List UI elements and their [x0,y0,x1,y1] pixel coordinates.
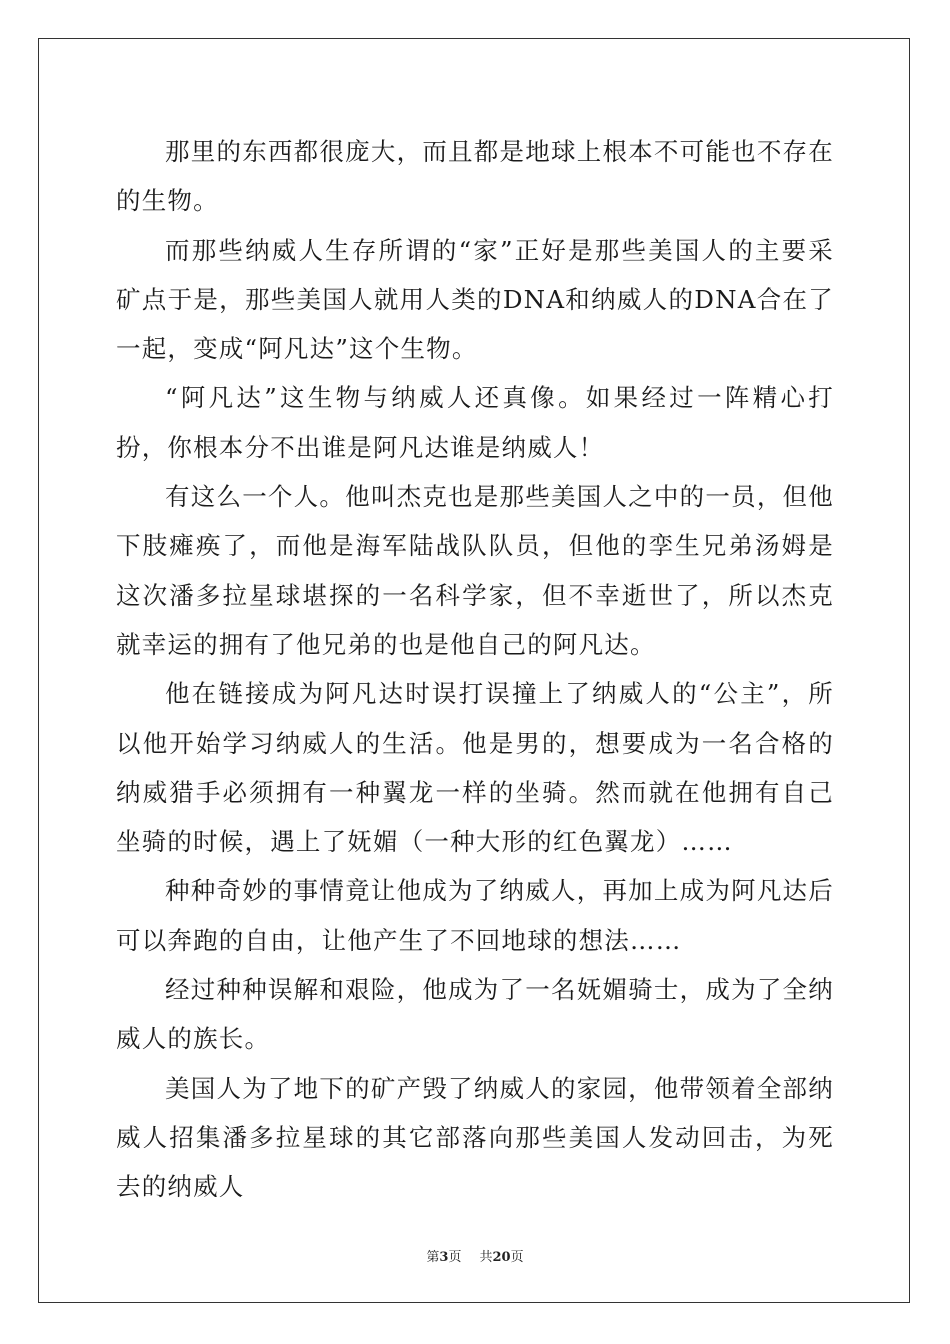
paragraph: “阿凡达”这生物与纳威人还真像。如果经过一阵精心打扮，你根本分不出谁是阿凡达谁是纳威人！ [116,383,834,462]
page-prefix: 第 [426,1250,440,1265]
page-suffix: 页 [448,1250,462,1265]
document-body [116,127,834,1212]
total-prefix: 共 [479,1250,493,1265]
paragraph: 那里的东西都很庞大，而且都是地球上根本不可能也不存在的生物。 [116,137,834,216]
paragraph: 种种奇妙的事情竟让他成为了纳威人，再加上成为阿凡达后可以奔跑的自由，让他产生了不回地球的想法…… [116,876,834,955]
paragraph: 美国人为了地下的矿产毁了纳威人的家园，他带领着全部纳威人招集潘多拉星球的其它部落向那些美国人发动回击，为死去的纳威人 [116,1073,834,1202]
total-suffix: 页 [510,1250,524,1265]
page-number: 3 [439,1250,449,1265]
paragraph: 而那些纳威人生存所谓的“家”正好是那些美国人的主要采矿点于是，那些美国人就用人类的DNA和纳威人的DNA合在了一起，变成“阿凡达”这个生物。 [116,235,834,364]
page-footer [0,1246,950,1265]
paragraph: 经过种种误解和艰险，他成为了一名妩媚骑士，成为了全纳威人的族长。 [116,975,834,1054]
total-pages: 20 [492,1250,511,1265]
paragraph: 他在链接成为阿凡达时误打误撞上了纳威人的“公主”，所以他开始学习纳威人的生活。他是男的，想要成为一名合格的纳威猎手必须拥有一种翼龙一样的坐骑。然而就在他拥有自己坐骑的时候，遇上了妩媚（一种大形的红色翼龙）…… [116,679,834,857]
paragraph: 有这么一个人。他叫杰克也是那些美国人之中的一员，但他下肢瘫痪了，而他是海军陆战队队员，但他的孪生兄弟汤姆是这次潘多拉星球堪探的一名科学家，但不幸逝世了，所以杰克就幸运的拥有了他兄弟的也是他自己的阿凡达。 [116,482,834,659]
